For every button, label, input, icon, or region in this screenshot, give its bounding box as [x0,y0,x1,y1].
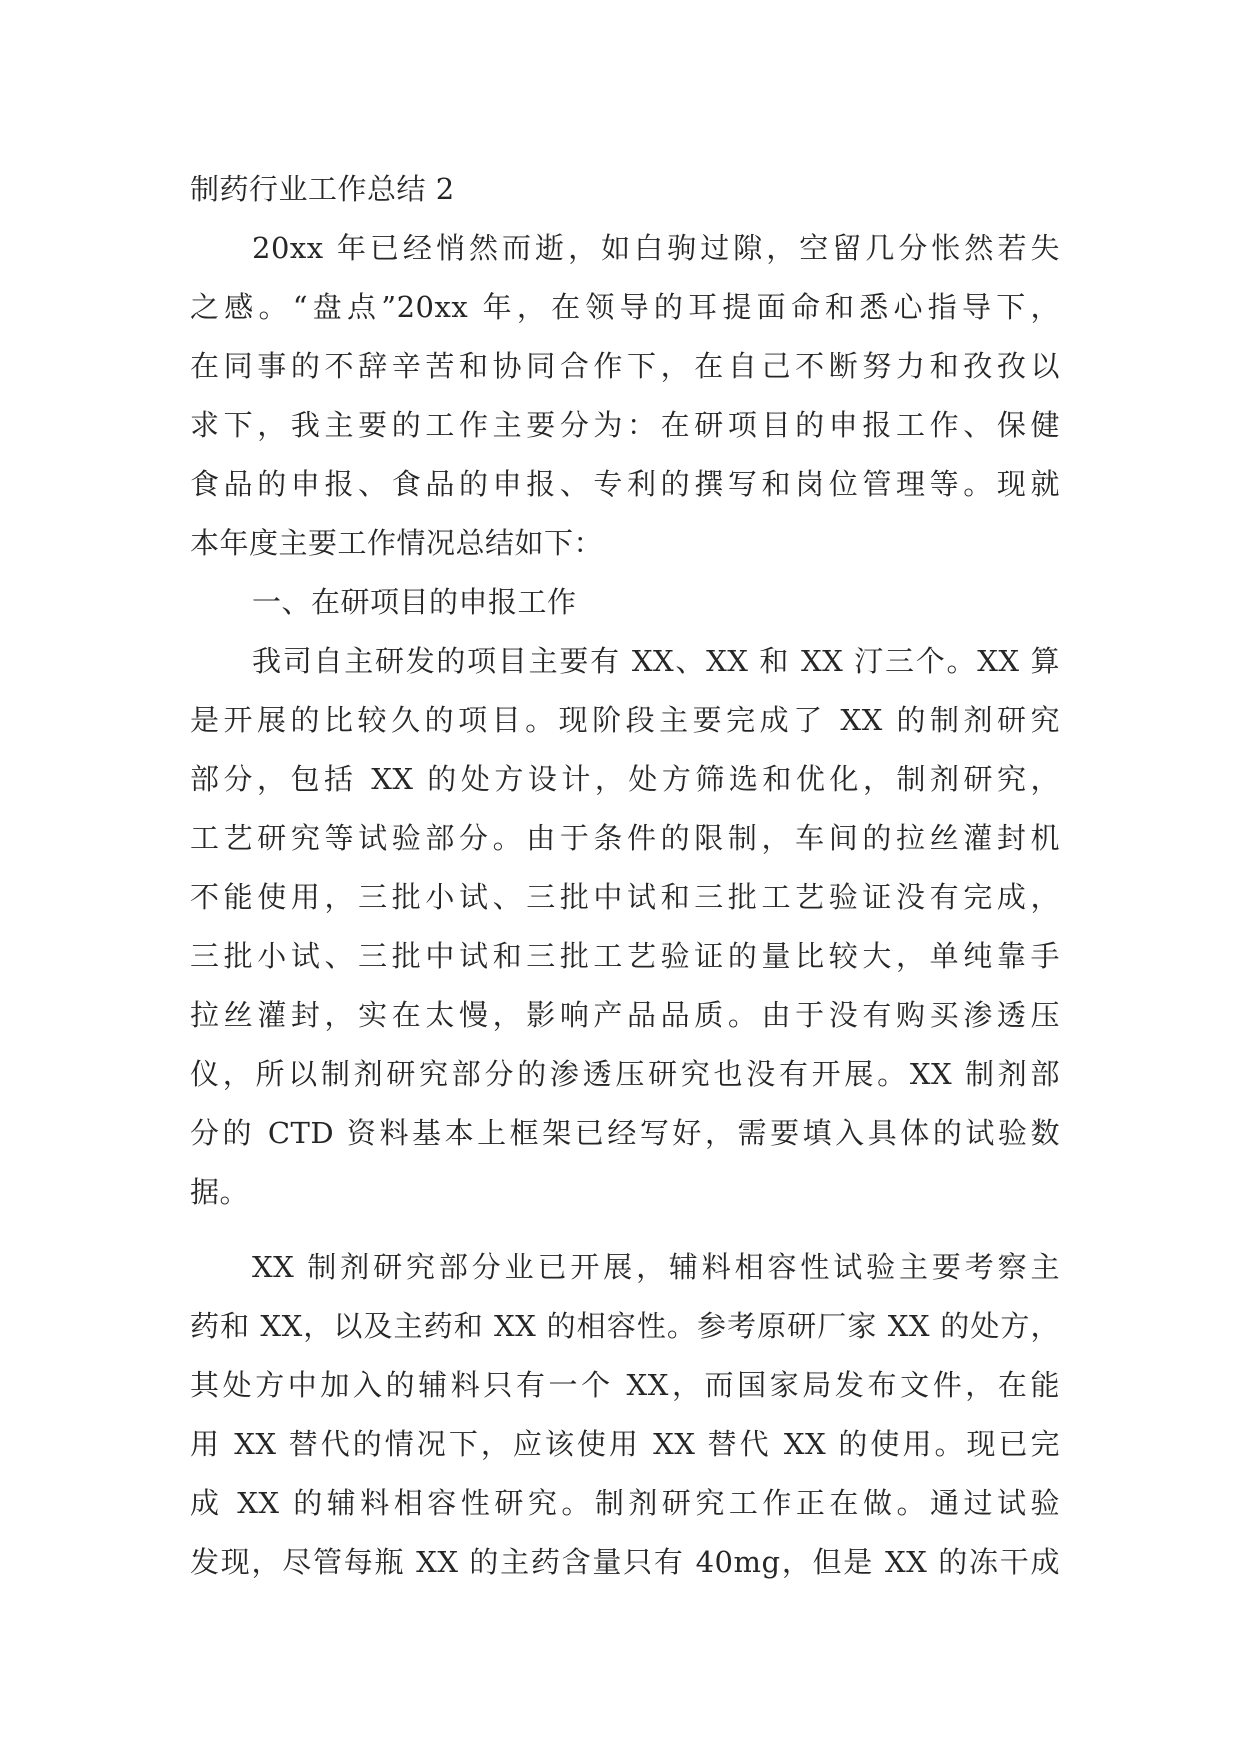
paragraph-line: XX 制剂研究部分业已开展，辅料相容性试验主要考察主 [252,1250,1060,1284]
paragraph-line: 其处方中加入的辅料只有一个 XX，而国家局发布文件，在能 [190,1368,1060,1402]
paragraph-line: 部分，包括 XX 的处方设计，处方筛选和优化，制剂研究， [190,762,1060,796]
paragraph-line: 是开展的比较久的项目。现阶段主要完成了 XX 的制剂研究 [190,703,1060,737]
paragraph-line: 分的 CTD 资料基本上框架已经写好，需要填入具体的试验数 [190,1116,1060,1150]
paragraph-line: 工艺研究等试验部分。由于条件的限制，车间的拉丝灌封机 [190,821,1060,855]
paragraph-line: 之感。“盘点”20xx 年，在领导的耳提面命和悉心指导下， [190,290,1060,324]
paragraph-line: 三批小试、三批中试和三批工艺验证的量比较大，单纯靠手 [190,939,1060,973]
paragraph-line: 我司自主研发的项目主要有 XX、XX 和 XX 汀三个。XX 算 [252,644,1060,678]
section-heading: 一、在研项目的申报工作 [252,585,577,619]
document-body [190,160,1060,1592]
paragraph-line: 用 XX 替代的情况下，应该使用 XX 替代 XX 的使用。现已完 [190,1427,1060,1461]
paragraph-line: 求下，我主要的工作主要分为：在研项目的申报工作、保健 [190,408,1060,442]
document-title: 制药行业工作总结 2 [190,172,455,206]
paragraph-line: 仪，所以制剂研究部分的渗透压研究也没有开展。XX 制剂部 [190,1057,1060,1091]
paragraph-spacer [190,1222,1060,1238]
paragraph-line: 发现，尽管每瓶 XX 的主药含量只有 40mg，但是 XX 的冻干成 [190,1545,1060,1579]
paragraph-line: 在同事的不辞辛苦和协同合作下，在自己不断努力和孜孜以 [190,349,1060,383]
paragraph-line: 据。 [190,1175,250,1209]
paragraph-line: 不能使用，三批小试、三批中试和三批工艺验证没有完成， [190,880,1060,914]
paragraph-line: 拉丝灌封，实在太慢，影响产品品质。由于没有购买渗透压 [190,998,1060,1032]
paragraph-line: 成 XX 的辅料相容性研究。制剂研究工作正在做。通过试验 [190,1486,1060,1520]
paragraph-line: 药和 XX，以及主药和 XX 的相容性。参考原研厂家 XX 的处方， [190,1309,1060,1343]
paragraph-line: 20xx 年已经悄然而逝，如白驹过隙，空留几分怅然若失 [252,231,1060,265]
paragraph-line: 食品的申报、食品的申报、专利的撰写和岗位管理等。现就 [190,467,1060,501]
paragraph-line: 本年度主要工作情况总结如下： [190,526,604,560]
